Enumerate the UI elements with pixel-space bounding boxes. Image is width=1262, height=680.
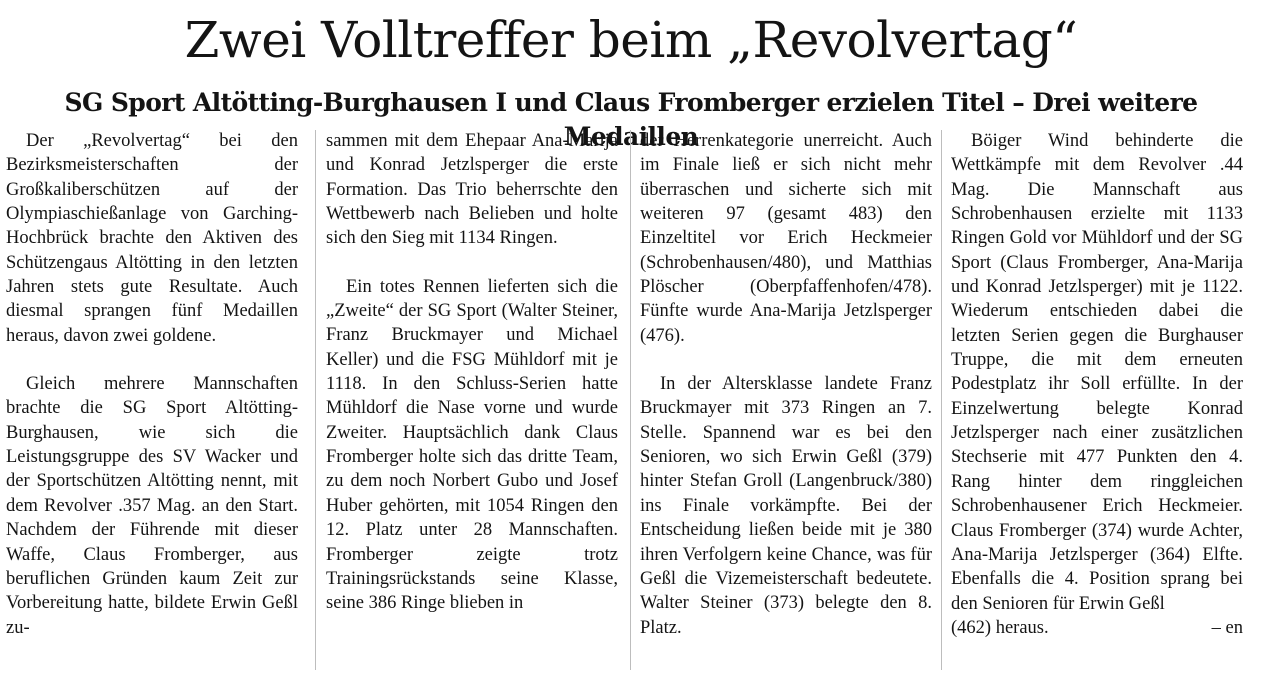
- article-column-2: [326, 129, 618, 616]
- paragraph: Böiger Wind behinderte die Wettkämpfe mit dem Revolver .44 Mag. Die Mannschaft aus Schrobenhausen erzielte mit 1133 Ringen Gold vor Mühldorf und der SG Sport (Claus Fromberger, Ana-Marija und Konrad Jetzlsperger) mit je 1122. Wiederum entschieden dabei die letzten Serien gegen die Burghauser Truppe, die mit dem erneuten Podestplatz ihr Soll erfüllte. In der Einzelwertung belegte Konrad Jetzlsperger nach einer zusätzlichen Stechserie mit 477 Punkten den 4. Rang hinter dem ringgleichen Schrobenhausener Erich Heckmeier. Claus Fromberger (374) wurde Achter, Ana-Marija Jetzlsperger (364) Elfte. Ebenfalls die 4. Position sprang bei den Senioren für Erwin Geßl: [951, 131, 1243, 614]
- paragraph: sammen mit dem Ehepaar Ana-Marija und Konrad Jetzlsperger die erste Formation. Das Trio beherrschte den Wettbewerb nach Belieben und holte sich den Sieg mit 1134 Ringen.: [326, 131, 618, 249]
- closing-text: (462) heraus.: [951, 617, 1049, 638]
- column-divider: [630, 130, 631, 670]
- paragraph: Gleich mehrere Mannschaften brachte die SG Sport Altötting-Burghausen, wie sich die Leistungsgruppe des SV Wacker und der Sportschützen Altötting nennt, mit dem Revolver .357 Mag. an den Start. Nachdem der Führende mit dieser Waffe, Claus Fromberger, aus beruflichen Gründen kaum Zeit zur Vorbereitung hatte, bildete Erwin Geßl zu-: [6, 374, 298, 638]
- paragraph: In der Altersklasse landete Franz Bruckmayer mit 373 Ringen an 7. Stelle. Spannend war es bei den Senioren, wo sich Erwin Geßl (379) hinter Stefan Groll (Langenbruck/380) ins Finale vorkämpfte. Bei der Entscheidung ließen beide mit je 380 ihren Verfolgern keine Chance, was für Geßl die Vizemeisterschaft bedeutete. Walter Steiner (373) belegte den 8. Platz.: [640, 374, 932, 638]
- article-column-1: [6, 129, 298, 640]
- column-divider: [941, 130, 942, 670]
- headline: Zwei Volltreffer beim „Revolvertag“: [184, 11, 1078, 69]
- article-column-4: [951, 129, 1243, 640]
- paragraph: Ein totes Rennen lieferten sich die „Zweite“ der SG Sport (Walter Steiner, Franz Bruckmayer und Michael Keller) und die FSG Mühldorf mit je 1118. In den Schluss-Serien hatte Mühldorf die Nase vorne und wurde Zweiter. Hauptsächlich dank Claus Fromberger holte sich das dritte Team, zu dem noch Norbert Gubo und Josef Huber gehörten, mit 1054 Ringen den 12. Platz unter 28 Mannschaften. Fromberger zeigte trotz Trainingsrückstands seine Klasse, seine 386 Ringe blieben in: [326, 276, 618, 614]
- paragraph: der Herrenkategorie unerreicht. Auch im Finale ließ er sich nicht mehr überraschen und sicherte sich mit weiteren 97 (gesamt 483) den Einzeltitel vor Erich Heckmeier (Schrobenhausen/480), und Matthias Plöscher (Oberpfaffenhofen/478). Fünfte wurde Ana-Marija Jetzlsperger (476).: [640, 131, 932, 346]
- column-divider: [315, 130, 316, 670]
- closing-line: [951, 616, 1243, 640]
- author-signature: – en: [1211, 617, 1243, 638]
- paragraph: Der „Revolvertag“ bei den Bezirksmeisterschaften der Großkaliberschützen auf der Olympiaschießanlage von Garching-Hochbrück brachte den Aktiven des Schützengaus Altötting in den letzten Jahren stets gute Resultate. Auch diesmal sprangen fünf Medaillen heraus, davon zwei goldene.: [6, 131, 298, 346]
- article-column-3: [640, 129, 932, 640]
- subheadline: SG Sport Altötting-Burghausen I und Claus Fromberger erzielen Titel – Drei weitere Medaillen: [64, 88, 1198, 151]
